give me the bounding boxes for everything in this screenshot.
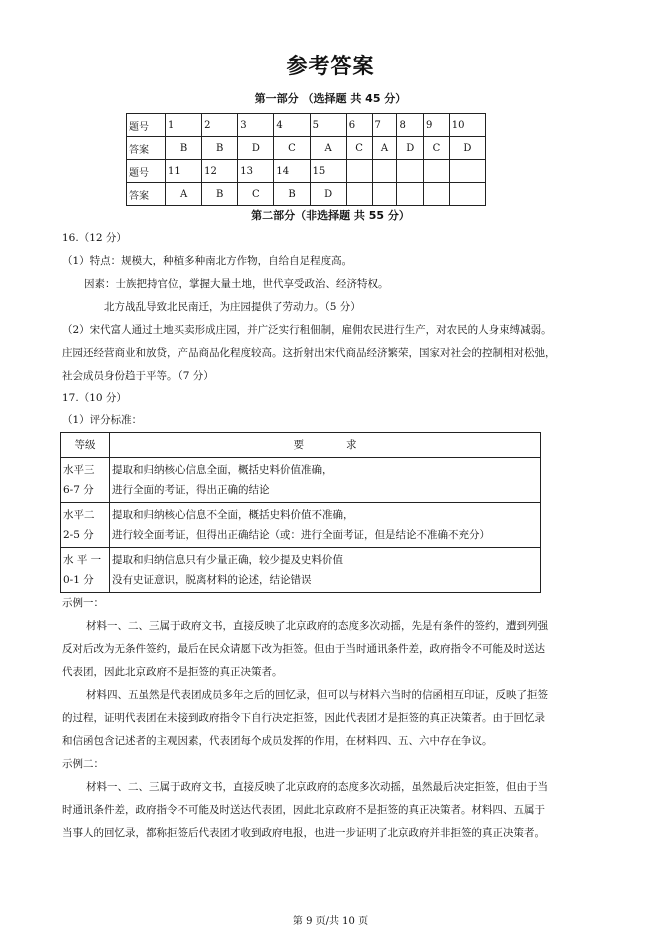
level-cell [61, 548, 110, 593]
table-cell: C [424, 137, 450, 160]
row-label: 题号 [127, 114, 166, 137]
requirement-line: 提取和归纳核心信息不全面，概括史料价值不准确， [112, 509, 354, 521]
requirement-line: 没有史证意识，脱离材料的论述，结论错误 [112, 574, 312, 586]
table-cell: B [166, 137, 202, 160]
table-cell [397, 160, 424, 183]
level-cell [61, 503, 110, 548]
requirement-line: 进行较全面考证，但得出正确结论（或：进行全面考证，但是结论不准确不充分） [112, 529, 490, 541]
table-cell: 7 [372, 114, 397, 137]
table-cell [346, 160, 372, 183]
table-row [127, 114, 486, 137]
table-cell: C [238, 183, 274, 206]
example1-line: 的过程，证明代表团在未接到政府指令下自行决定拒签，因此代表团才是拒签的真正决策者。由于回忆录 [62, 712, 545, 724]
table-cell [397, 183, 424, 206]
requirement-line: 提取和归纳核心信息全面，概括史料价值准确， [112, 464, 333, 476]
q16-line: （2）宋代富人通过土地买卖形成庄园，并广泛实行租佃制，雇佣农民进行生产，对农民的人身束缚减弱。 [62, 324, 552, 336]
table-header-row [61, 433, 541, 458]
table-cell: 5 [310, 114, 346, 137]
table-cell: 14 [274, 160, 310, 183]
table-cell: C [274, 137, 310, 160]
table-cell: D [310, 183, 346, 206]
requirement-line: 进行全面的考证，得出正确的结论 [112, 484, 270, 496]
page-footer: 第 9 页/共 10 页 [292, 916, 369, 927]
table-cell [372, 183, 397, 206]
table-cell: 6 [346, 114, 372, 137]
table-cell: B [202, 137, 238, 160]
table-cell: 11 [166, 160, 202, 183]
level-name: 水平二 [63, 509, 95, 521]
table-cell [449, 183, 485, 206]
q16-line: 社会成员身份趋于平等。（7 分） [62, 370, 214, 382]
table-cell: 15 [310, 160, 346, 183]
table-cell: B [202, 183, 238, 206]
q16-heading: 16.（12 分） [62, 232, 127, 244]
table-row [61, 548, 541, 593]
header-requirement: 要 求 [110, 433, 541, 458]
table-row [61, 503, 541, 548]
example1-line: 代表团，因此北京政府不是拒签的真正决策者。 [62, 666, 283, 678]
requirement-cell [110, 548, 541, 593]
requirement-cell [110, 458, 541, 503]
answer-table [126, 113, 486, 206]
part2-title: 第二部分（非选择题 共 55 分） [251, 209, 410, 222]
table-cell: 4 [274, 114, 310, 137]
q16-line: 庄园还经营商业和放贷，产品商品化程度较高。这折射出宋代商品经济繁荣，国家对社会的控制相对松弛， [62, 347, 556, 359]
q16-line: （1）特点：规模大，种植多种南北方作物，自给自足程度高。 [62, 255, 353, 267]
row-label: 题号 [127, 160, 166, 183]
table-cell: 1 [166, 114, 202, 137]
row-label: 答案 [127, 183, 166, 206]
table-cell: D [449, 137, 485, 160]
table-cell: B [274, 183, 310, 206]
page-title: 参考答案 [286, 54, 375, 78]
criteria-table [60, 432, 541, 593]
table-cell: A [166, 183, 202, 206]
example2-line: 时通讯条件差，政府指令不可能及时送达代表团，因此北京政府不是拒签的真正决策者。材料四、五属于 [62, 804, 545, 816]
example2-line: 当事人的回忆录，都称拒签后代表团才收到政府电报，也进一步证明了北京政府并非拒签的真正决策者。 [62, 827, 545, 839]
table-cell: 8 [397, 114, 424, 137]
table-cell: 10 [449, 114, 485, 137]
table-cell [449, 160, 485, 183]
level-score: 2-5 分 [63, 529, 94, 541]
table-cell [424, 160, 450, 183]
q17-heading: 17.（10 分） [62, 392, 127, 404]
table-row [127, 160, 486, 183]
level-cell [61, 458, 110, 503]
table-row [127, 137, 486, 160]
level-score: 0-1 分 [63, 574, 94, 586]
table-cell: 13 [238, 160, 274, 183]
table-cell: C [346, 137, 372, 160]
q16-line: 因素：士族把持官位，掌握大量土地，世代享受政治、经济特权。 [84, 278, 389, 290]
header-level: 等级 [61, 433, 110, 458]
table-cell: 2 [202, 114, 238, 137]
level-name: 水平三 [63, 464, 95, 476]
level-score: 6-7 分 [63, 484, 94, 496]
table-cell [346, 183, 372, 206]
requirement-line: 提取和归纳信息只有少量正确，较少提及史料价值 [112, 554, 343, 566]
level-name: 水 平 一 [63, 554, 102, 566]
table-cell: D [397, 137, 424, 160]
table-cell: 9 [424, 114, 450, 137]
table-cell: 12 [202, 160, 238, 183]
example1-line: 和信函包含记述者的主观因素，代表团每个成员发挥的作用，在材料四、五、六中存在争议。 [62, 735, 493, 747]
example1-line: 反对后改为无条件签约，最后在民众请愿下改为拒签。但由于当时通讯条件差，政府指令不可能及时送达 [62, 643, 545, 655]
example2-line: 材料一、二、三属于政府文书，直接反映了北京政府的态度多次动摇，虽然最后决定拒签，但由于当 [86, 781, 548, 793]
row-label: 答案 [127, 137, 166, 160]
table-row [61, 458, 541, 503]
q16-line: 北方战乱导致北民南迁，为庄园提供了劳动力。（5 分） [104, 301, 361, 313]
example2-label: 示例二： [62, 758, 104, 770]
criteria-label: （1）评分标准： [62, 414, 143, 426]
requirement-cell [110, 503, 541, 548]
table-cell: D [238, 137, 274, 160]
table-cell [424, 183, 450, 206]
table-cell: 3 [238, 114, 274, 137]
table-cell: A [310, 137, 346, 160]
example1-line: 材料四、五虽然是代表团成员多年之后的回忆录，但可以与材料六当时的信函相互印证，反映了拒签 [86, 689, 548, 701]
table-row [127, 183, 486, 206]
example1-label: 示例一： [62, 597, 104, 609]
example1-line: 材料一、二、三属于政府文书，直接反映了北京政府的态度多次动摇，先是有条件的签约，遭到列强 [86, 620, 548, 632]
part1-title: 第一部分 （选择题 共 45 分） [254, 92, 407, 105]
table-cell [372, 160, 397, 183]
table-cell: A [372, 137, 397, 160]
